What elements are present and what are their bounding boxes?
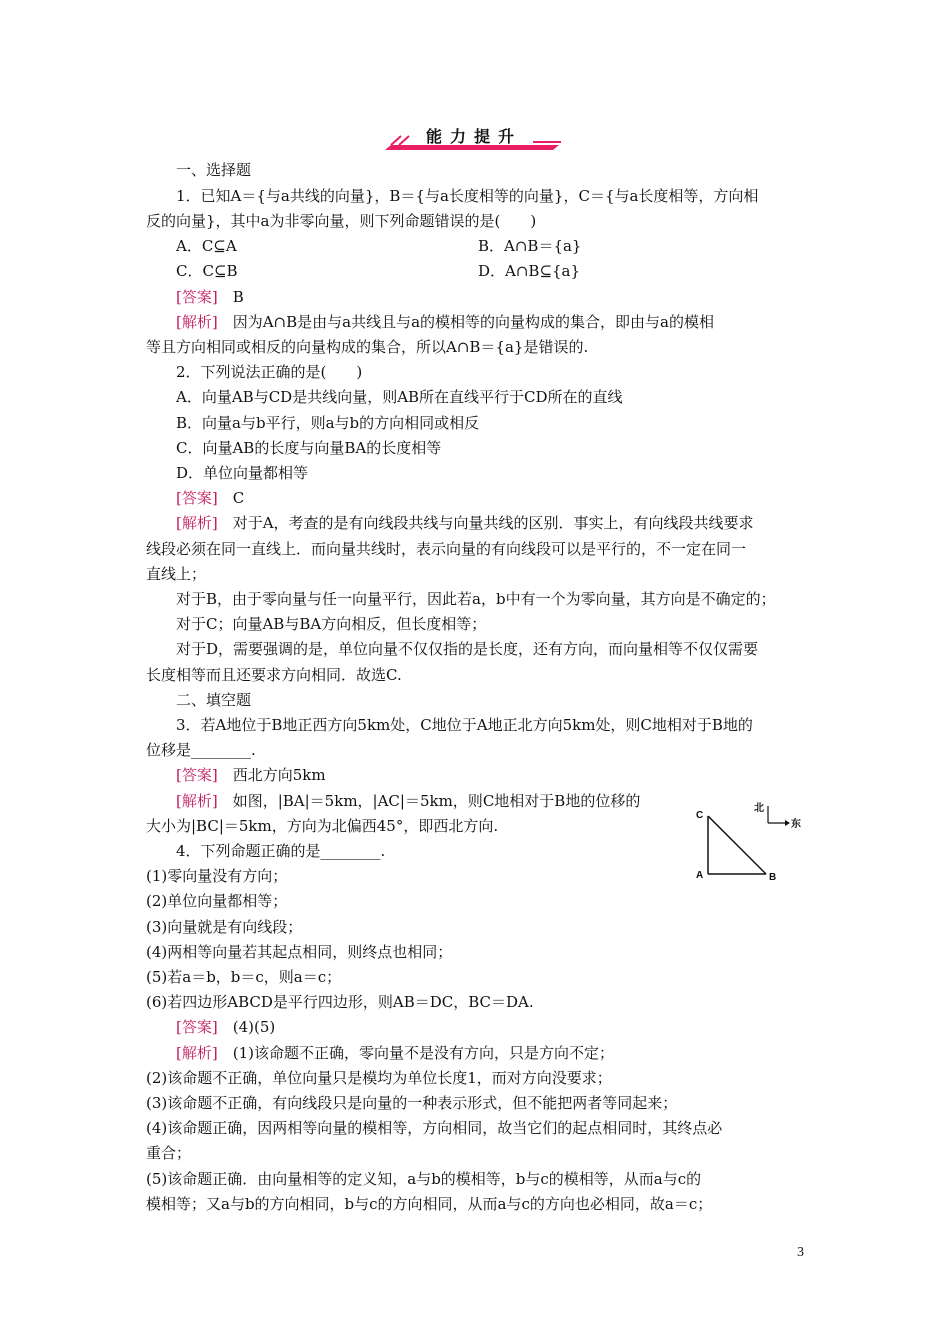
question-3-line-1: 3．若A地位于B地正西方向5km处，C地位于A地正北方向5km处，则C地相对于B地的 [176,716,753,734]
analysis-label: [解析] [176,514,218,532]
answer-label: [答案] [176,1018,218,1036]
analysis-4-line-6: (5)该命题正确．由向量相等的定义知，a与b的模相等，b与c的模相等，从而a与c的 [146,1170,702,1188]
question-1-option-b: B．A∩B＝{a} [478,237,582,255]
analysis-text: 因为A∩B是由与a共线且与a的模相等的向量构成的集合，即由与a的模相 [217,313,714,331]
question-3-line-2: 位移是________. [146,741,256,759]
answer-text: C [217,489,245,507]
analysis-2-line-1 [176,513,754,533]
question-1-line-1: 1．已知A＝{与a共线的向量}，B＝{与a长度相等的向量}，C＝{与a长度相等，方向相 [176,187,759,205]
analysis-4-line-5: 重合； [146,1144,192,1162]
section-heading-choice: 一、选择题 [176,161,252,179]
answer-label: [答案] [176,288,218,306]
section-heading-fill: 二、填空题 [176,691,252,709]
question-4-item-1: (1)零向量没有方向； [146,867,288,885]
analysis-4-line-4: (4)该命题正确，因两相等向量的模相等，方向相同，故当它们的起点相同时，其终点必 [146,1119,723,1137]
answer-text: (4)(5) [217,1018,276,1036]
analysis-1-line-2: 等且方向相同或相反的向量构成的集合，所以A∩B＝{a}是错误的. [146,338,589,356]
north-label: 北 [754,803,764,814]
analysis-2-line-3: 直线上； [146,565,207,583]
question-2-option-d: D．单位向量都相等 [176,464,309,482]
answer-text: B [217,288,244,306]
answer-1 [176,287,244,307]
question-4-item-5: (5)若a＝b，b＝c，则a＝c； [146,968,342,986]
analysis-3-line-1 [176,791,640,811]
analysis-label: [解析] [176,313,218,331]
answer-2 [176,488,244,508]
question-2-option-c: C．向量AB的长度与向量BA的长度相等 [176,439,442,457]
analysis-text: 如图，|BA|＝5km，|AC|＝5km，则C地相对于B地的位移的 [217,792,641,810]
analysis-4-line-7: 模相等；又a与b的方向相同，b与c的方向相同，从而a与c的方向也必相同，故a＝c； [146,1195,713,1213]
question-1-option-d: D．A∩B⊆{a} [478,262,581,280]
analysis-label: [解析] [176,792,218,810]
analysis-4-line-3: (3)该命题不正确，有向线段只是向量的一种表示形式，但不能把两者等同起来； [146,1094,678,1112]
analysis-2-line-6: 对于D，需要强调的是，单位向量不仅仅指的是长度，还有方向，而向量相等不仅仅需要 [176,640,759,658]
point-c-label: C [696,810,704,821]
banner-title: 能力提升 [425,127,522,146]
question-1-option-a: A．C⊆A [176,237,237,255]
answer-4 [176,1017,275,1037]
east-label: 东 [791,819,801,830]
question-4-item-4: (4)两相等向量若其起点相同，则终点也相同； [146,943,453,961]
analysis-4-line-1 [176,1043,614,1063]
analysis-2-line-2: 线段必须在同一直线上．而向量共线时，表示向量的有向线段可以是平行的，不一定在同一 [146,540,747,558]
question-1-option-c: C．C⊆B [176,262,238,280]
analysis-text: 对于A，考查的是有向线段共线与向量共线的区别．事实上，有向线段共线要求 [217,514,754,532]
analysis-2-line-4: 对于B，由于零向量与任一向量平行，因此若a，b中有一个为零向量，其方向是不确定的； [176,590,776,608]
answer-text: 西北方向5km [217,766,326,784]
question-2-stem: 2．下列说法正确的是( ) [176,363,363,381]
page-number: 3 [797,1245,804,1260]
analysis-3-line-2: 大小为|BC|＝5km，方向为北偏西45°，即西北方向. [146,817,499,835]
answer-3 [176,765,326,785]
answer-label: [答案] [176,489,218,507]
segment-cb [708,816,766,874]
question-2-option-a: A．向量AB与CD是共线向量，则AB所在直线平行于CD所在的直线 [176,388,623,406]
question-1-line-2: 反的向量}，其中a为非零向量，则下列命题错误的是( ) [146,212,537,230]
analysis-2-line-7: 长度相等而且还要求方向相同．故选C. [146,666,402,684]
point-b-label: B [769,872,777,883]
answer-label: [答案] [176,766,218,784]
point-a-label: A [696,870,704,881]
analysis-text: (1)该命题不正确，零向量不是没有方向，只是方向不定； [217,1044,614,1062]
analysis-label: [解析] [176,1044,218,1062]
question-4-item-2: (2)单位向量都相等； [146,892,288,910]
triangle-figure [688,796,808,886]
question-2-option-b: B．向量a与b平行，则a与b的方向相同或相反 [176,414,480,432]
compass-icon [768,806,790,826]
analysis-2-line-5: 对于C；向量AB与BA方向相反，但长度相等； [176,615,487,633]
question-4-stem: 4．下列命题正确的是________. [176,842,386,860]
analysis-4-line-2: (2)该命题不正确，单位向量只是模均为单位长度1，而对方向没要求； [146,1069,612,1087]
question-4-item-6: (6)若四边形ABCD是平行四边形，则AB＝DC，BC＝DA. [146,993,534,1011]
analysis-1-line-1 [176,312,714,332]
question-4-item-3: (3)向量就是有向线段； [146,918,303,936]
section-banner [383,126,565,153]
